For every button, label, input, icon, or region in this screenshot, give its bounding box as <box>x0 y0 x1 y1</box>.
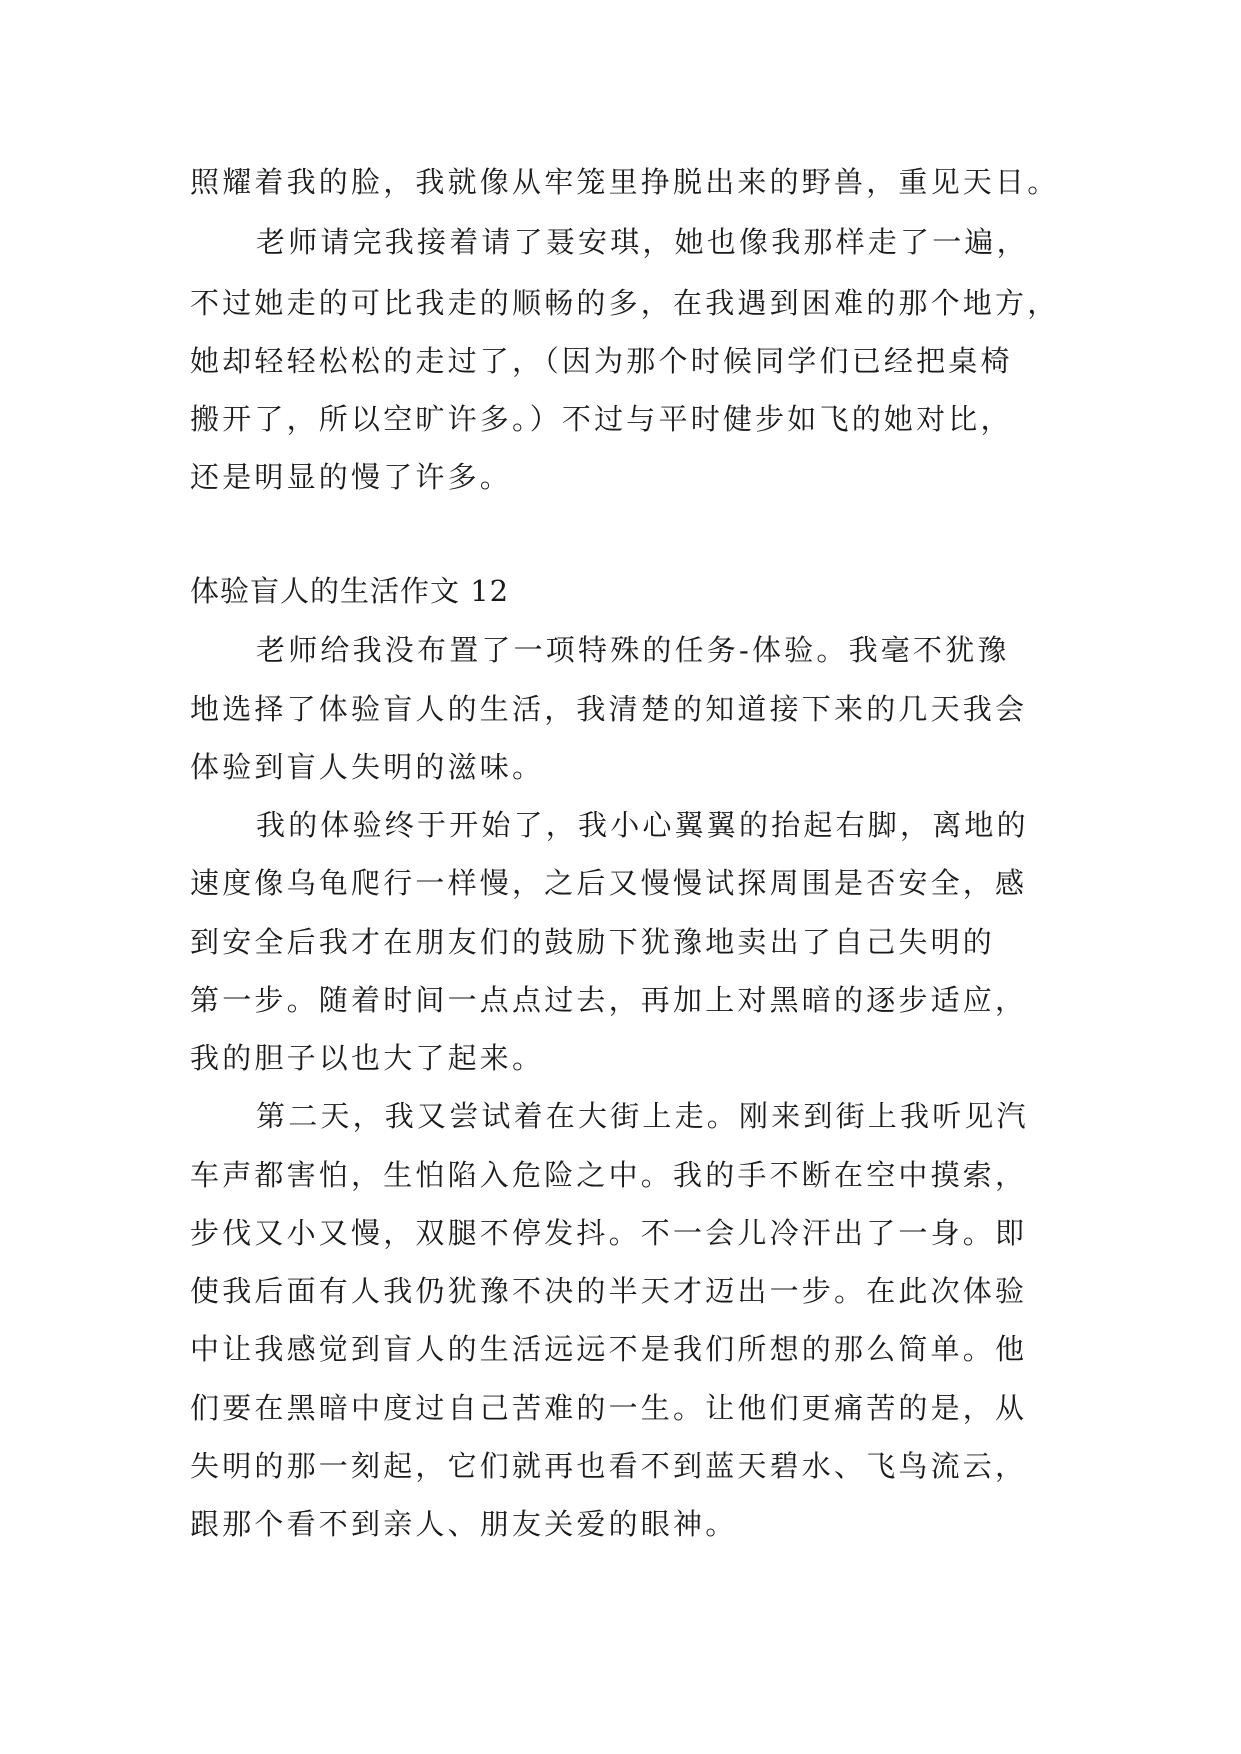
text-line: 还是明显的慢了许多。 <box>190 460 513 494</box>
paragraph-start-line: 第二天，我又尝试着在大街上走。刚来到街上我听见汽 <box>256 1099 1029 1133</box>
text-line: 搬开了，所以空旷许多。）不过与平时健步如飞的她对比， <box>190 402 1013 436</box>
text-line: 们要在黑暗中度过自己苦难的一生。让他们更痛苦的是，从 <box>190 1391 1028 1425</box>
text-line: 体验到盲人失明的滋味。 <box>190 750 545 784</box>
text-line: 失明的那一刻起，它们就再也看不到蓝天碧水、飞鸟流云， <box>190 1449 1028 1483</box>
section-title: 体验盲人的生活作文 12 <box>190 574 510 608</box>
text-line: 使我后面有人我仍犹豫不决的半天才迈出一步。在此次体验 <box>190 1274 1028 1308</box>
text-line: 不过她走的可比我走的顺畅的多，在我遇到困难的那个地方， <box>190 286 1060 320</box>
text-line: 中让我感觉到盲人的生活远远不是我们所想的那么简单。他 <box>190 1332 1028 1366</box>
text-line: 速度像乌龟爬行一样慢，之后又慢慢试探周围是否安全，感 <box>190 866 1028 900</box>
paragraph-start-line: 我的体验终于开始了，我小心翼翼的抬起右脚，离地的 <box>256 808 1029 842</box>
paragraph-start-line: 老师给我没布置了一项特殊的任务-体验。我毫不犹豫 <box>256 633 1010 667</box>
text-line: 我的胆子以也大了起来。 <box>190 1041 545 1075</box>
text-line: 地选择了体验盲人的生活，我清楚的知道接下来的几天我会 <box>190 692 1028 726</box>
text-line: 到安全后我才在朋友们的鼓励下犹豫地卖出了自己失明的 <box>190 925 996 959</box>
paragraph-start-line: 老师请完我接着请了聂安琪，她也像我那样走了一遍， <box>256 225 1029 259</box>
text-line: 步伐又小又慢，双腿不停发抖。不一会儿冷汗出了一身。即 <box>190 1216 1028 1250</box>
text-line: 照耀着我的脸，我就像从牢笼里挣脱出来的野兽，重见天日。 <box>190 165 1060 199</box>
text-line: 车声都害怕，生怕陷入危险之中。我的手不断在空中摸索， <box>190 1158 1028 1192</box>
text-line: 第一步。随着时间一点点过去，再加上对黑暗的逐步适应， <box>190 983 1028 1017</box>
text-line: 跟那个看不到亲人、朋友关爱的眼神。 <box>190 1507 738 1541</box>
text-line: 她却轻轻松松的走过了，（因为那个时候同学们已经把桌椅 <box>190 344 1013 378</box>
